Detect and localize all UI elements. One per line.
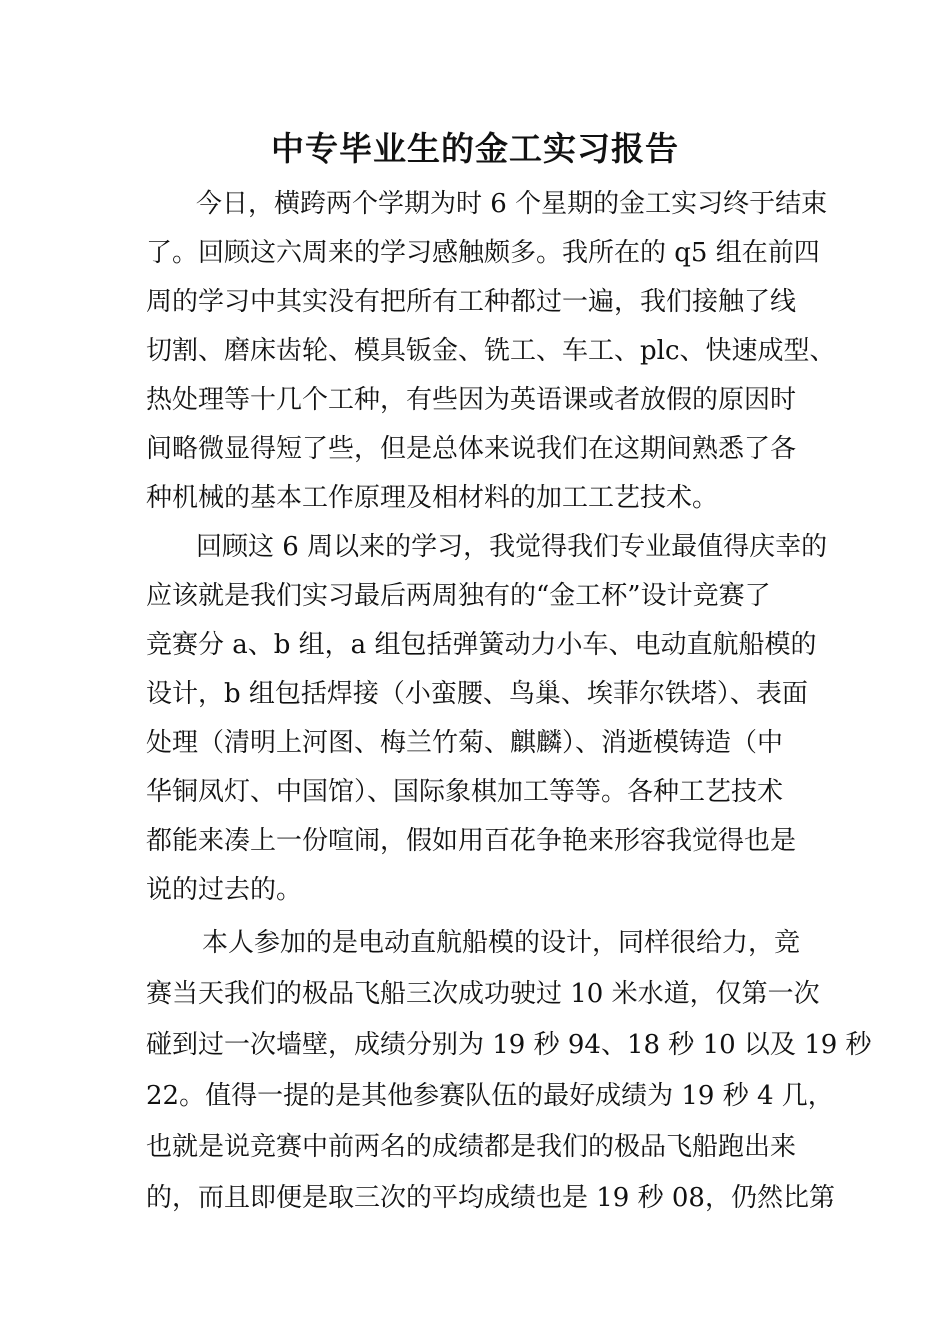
paragraph-line: 竞赛分 a、b 组，a 组包括弹簧动力小车、电动直航船模的	[146, 630, 817, 660]
document-title: 中专毕业生的金工实习报告	[271, 129, 679, 168]
paragraph-line: 华铜凤灯、中国馆）、国际象棋加工等等。各种工艺技术	[146, 777, 784, 807]
paragraph-line: 都能来凑上一份喧闹，假如用百花争艳来形容我觉得也是	[146, 826, 797, 856]
paragraph-line: 说的过去的。	[146, 875, 303, 905]
paragraph-line: 回顾这 6 周以来的学习，我觉得我们专业最值得庆幸的	[196, 532, 828, 562]
paragraph-line: 种机械的基本工作原理及相材料的加工工艺技术。	[146, 483, 719, 513]
paragraph-line: 本人参加的是电动直航船模的设计，同样很给力，竞	[202, 928, 801, 958]
paragraph-line: 也就是说竞赛中前两名的成绩都是我们的极品飞船跑出来	[146, 1132, 797, 1162]
paragraph-line: 热处理等十几个工种，有些因为英语课或者放假的原因时	[146, 385, 797, 415]
paragraph-line: 处理（清明上河图、梅兰竹菊、麒麟）、消逝模铸造（中	[146, 728, 784, 758]
paragraph-line: 切割、磨床齿轮、模具钣金、铣工、车工、plc、快速成型、	[146, 336, 836, 366]
paragraph-line: 应该就是我们实习最后两周独有的“金工杯”设计竞赛了	[146, 581, 771, 611]
paragraph-line: 间略微显得短了些，但是总体来说我们在这期间熟悉了各	[146, 434, 797, 464]
paragraph-line: 22。值得一提的是其他参赛队伍的最好成绩为 19 秒 4 几，	[146, 1081, 834, 1111]
paragraph-line: 今日，横跨两个学期为时 6 个星期的金工实习终于结束	[196, 189, 828, 219]
paragraph-line: 赛当天我们的极品飞船三次成功驶过 10 米水道，仅第一次	[146, 979, 820, 1009]
paragraph-line: 了。回顾这六周来的学习感触颇多。我所在的 q5 组在前四	[146, 238, 820, 268]
paragraph-line: 的，而且即便是取三次的平均成绩也是 19 秒 08，仍然比第	[146, 1183, 835, 1213]
paragraph-line: 周的学习中其实没有把所有工种都过一遍，我们接触了线	[146, 287, 797, 317]
paragraph-line: 碰到过一次墙壁，成绩分别为 19 秒 94、18 秒 10 以及 19 秒	[146, 1030, 872, 1060]
paragraph-line: 设计，b 组包括焊接（小蛮腰、鸟巢、埃菲尔铁塔）、表面	[146, 679, 808, 709]
